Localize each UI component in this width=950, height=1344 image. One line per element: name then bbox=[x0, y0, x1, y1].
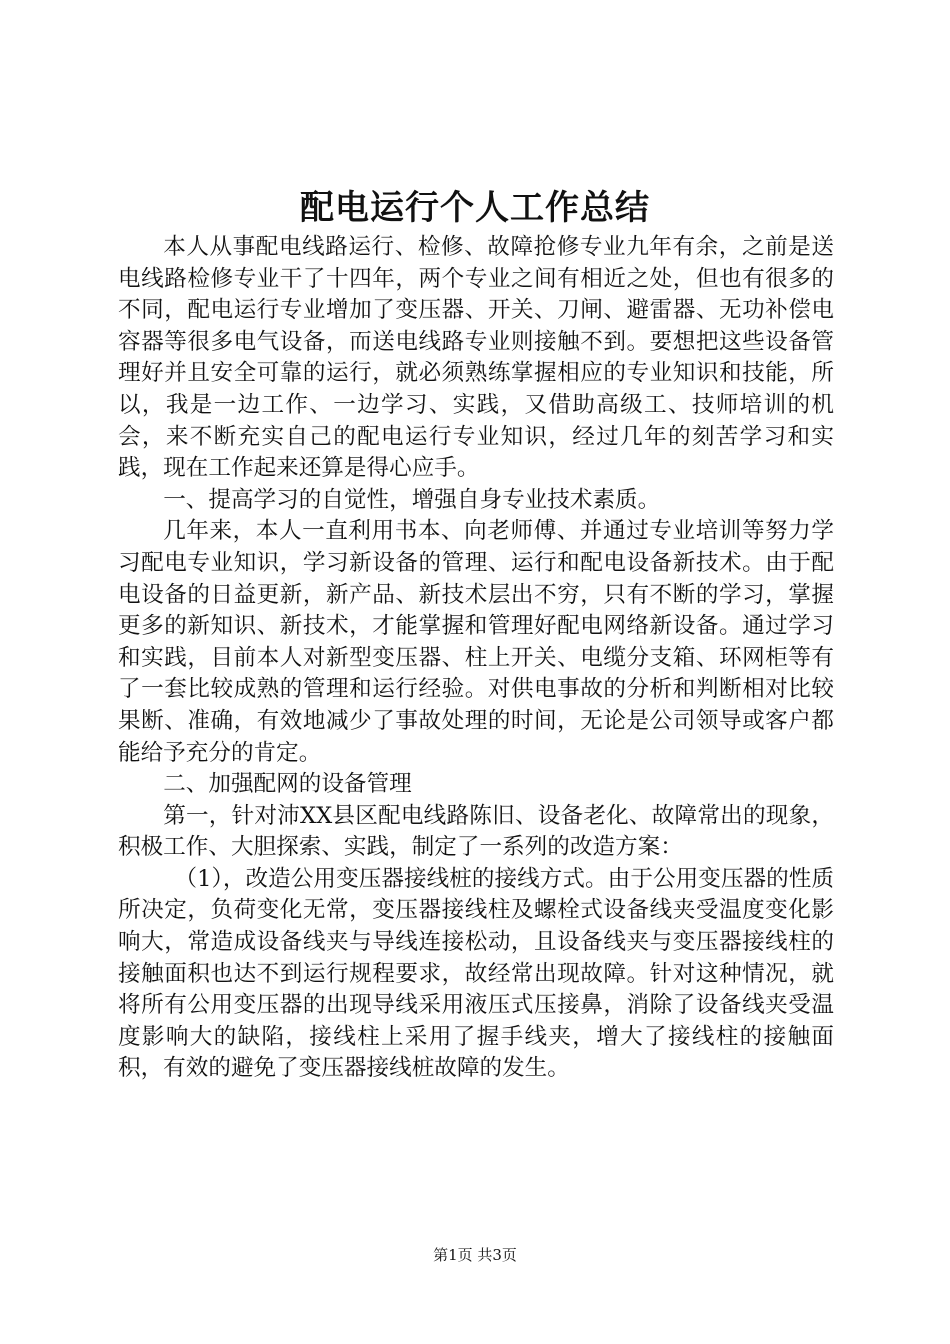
paragraph-learning: 几年来，本人一直利用书本、向老师傅、并通过专业培训等努力学习配电专业知识，学习新设备的管理、运行和配电设备新技术。由于配电设备的日益更新，新产品、新技术层出不穷，只有不断的学习，掌握更多的新知识、新技术，才能掌握和管理好配电网络新设备。通过学习和实践，目前本人对新型变压器、柱上开关、电缆分支箱、环网柜等有了一套比较成熟的管理和运行经验。对供电事故的分析和判断相对比较果断、准确，有效地减少了事故处理的时间，无论是公司领导或客户都能给予充分的肯定。 bbox=[118, 518, 834, 766]
paragraph-intro: 本人从事配电线路运行、检修、故障抢修专业九年有余，之前是送电线路检修专业干了十四年，两个专业之间有相近之处，但也有很多的不同，配电运行专业增加了变压器、开关、刀闸、避雷器、无功补偿电容器等很多电气设备，而送电线路专业则接触不到。要想把这些设备管理好并且安全可靠的运行，就必须熟练掌握相应的专业知识和技能，所以，我是一边工作、一边学习、实践，又借助高级工、技师培训的机会，来不断充实自己的配电运行专业知识，经过几年的刻苦学习和实践，现在工作起来还算是得心应手。 bbox=[118, 234, 834, 482]
paragraph-first-point: 第一，针对沛XX县区配电线路陈旧、设备老化、故障常出的现象，积极工作、大胆探索、实践，制定了一系列的改造方案： bbox=[118, 802, 834, 861]
document-body bbox=[118, 232, 834, 1085]
section-heading-1: 一、提高学习的自觉性，增强自身专业技术素质。 bbox=[163, 486, 661, 513]
page-footer: 第1页 共3页 bbox=[433, 1246, 517, 1264]
section-heading-2: 二、加强配网的设备管理 bbox=[163, 771, 412, 798]
paragraph-item-1: （1），改造公用变压器接线桩的接线方式。由于公用变压器的性质所决定，负荷变化无常，变压器接线柱及螺栓式设备线夹受温度变化影响大，常造成设备线夹与导线连接松动，且设备线夹与变压器接线柱的接触面积也达不到运行规程要求，故经常出现故障。针对这种情况，就将所有公用变压器的出现导线采用液压式压接鼻，消除了设备线夹受温度影响大的缺陷，接线柱上采用了握手线夹，增大了接线柱的接触面积，有效的避免了变压器接线桩故障的发生。 bbox=[118, 865, 834, 1082]
document-title: 配电运行个人工作总结 bbox=[300, 188, 650, 228]
